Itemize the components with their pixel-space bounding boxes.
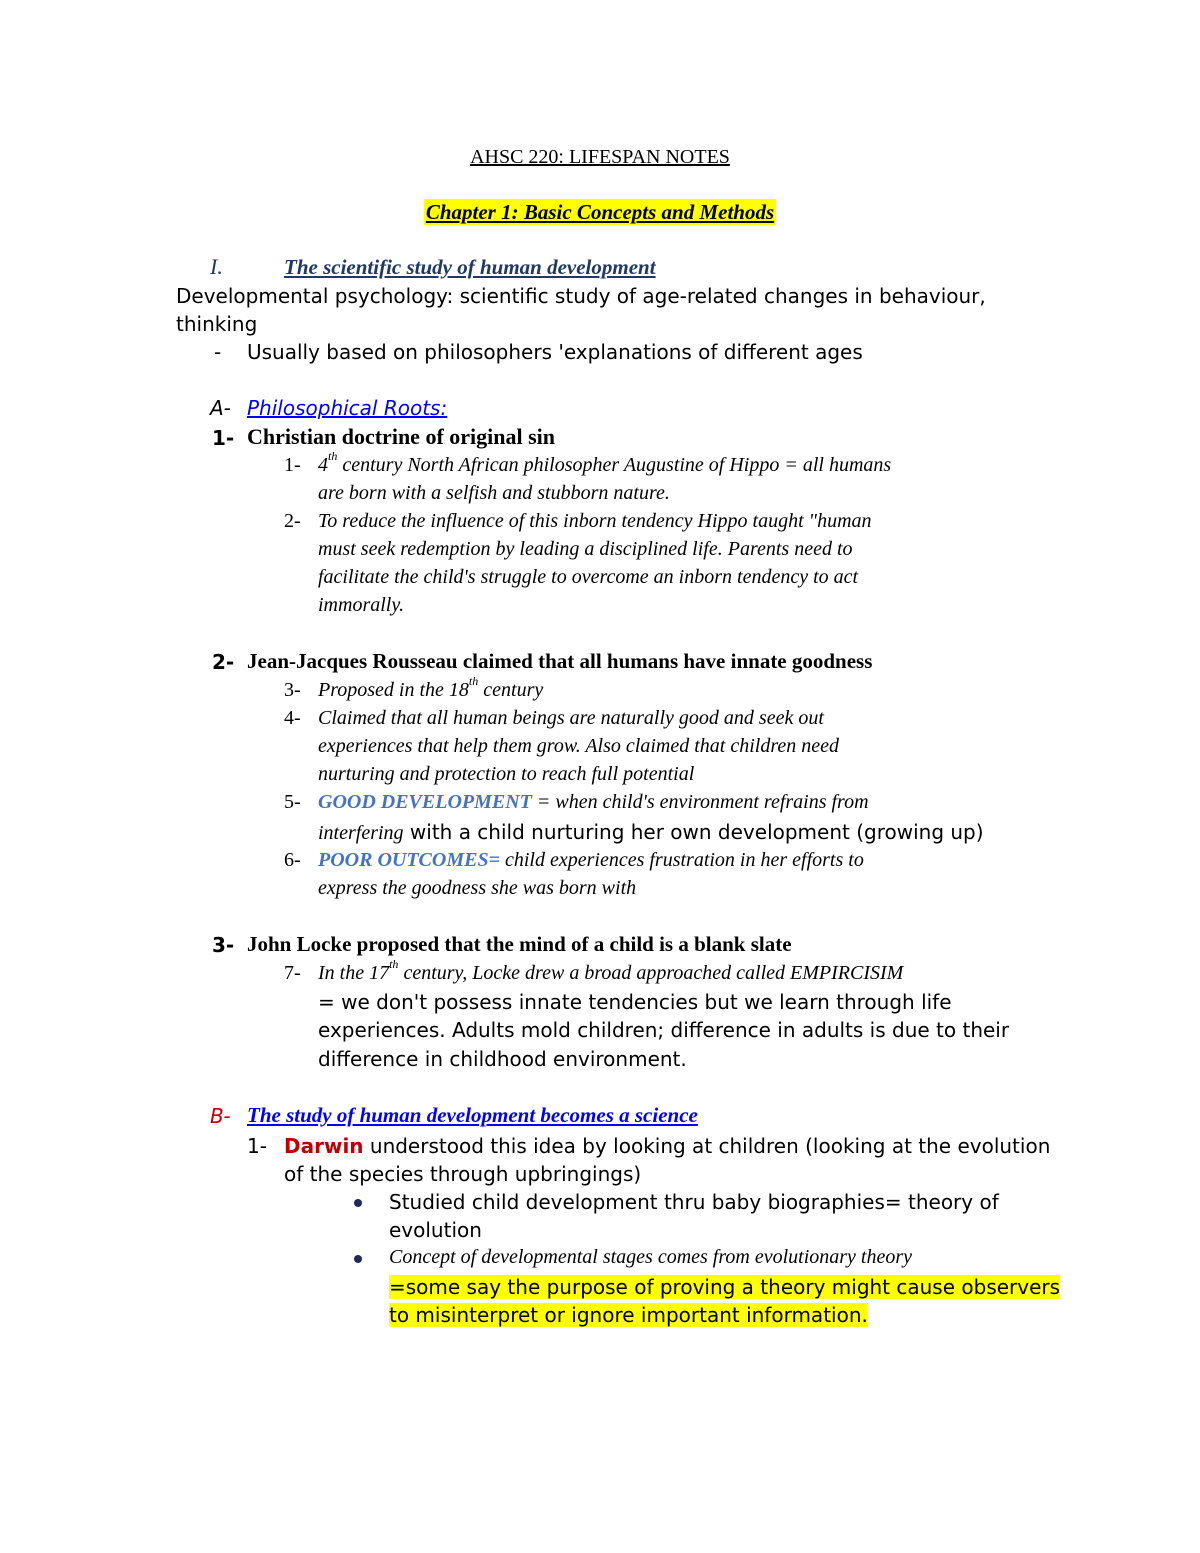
chapter-heading: Chapter 1: Basic Concepts and Methods: [425, 200, 775, 224]
root-2-item-6-num: 6-: [284, 849, 301, 871]
bullet-1-line-2: evolution: [389, 1218, 482, 1242]
root-1-item-1-line-2: are born with a selfish and stubborn nature.: [318, 482, 670, 504]
root-1-item-2-line-1: To reduce the influence of this inborn tendency Hippo taught "human: [318, 510, 872, 532]
root-1-item-2-line-2: must seek redemption by leading a disciplined life. Parents need to: [318, 538, 853, 560]
bullet-2-line-3: to misinterpret or ignore important information.: [389, 1303, 868, 1327]
root-1-item-2-line-3: facilitate the child's struggle to overcome an inborn tendency to act: [318, 566, 859, 588]
definition-line-1: Developmental psychology: scientific study of age-related changes in behaviour,: [176, 284, 986, 308]
root-3-number: 3-: [212, 933, 235, 957]
sub-b-label: B-: [210, 1104, 231, 1128]
dash-item: Usually based on philosophers 'explanations of different ages: [247, 340, 863, 364]
sub-b-heading: The study of human development becomes a science: [247, 1103, 698, 1127]
section-heading: The scientific study of human development: [284, 255, 656, 279]
sub-a-heading: Philosophical Roots:: [247, 396, 448, 420]
root-2-item-5-line-1: GOOD DEVELOPMENT = when child's environment refrains from: [318, 791, 869, 813]
root-1-heading: Christian doctrine of original sin: [247, 424, 556, 449]
root-2-item-3-text: Proposed in the 18th century: [318, 674, 544, 701]
sub-b-item-1-num: 1-: [247, 1134, 267, 1158]
root-2-item-6-line-1: POOR OUTCOMES= child experiences frustration in her efforts to: [318, 849, 864, 871]
root-2-item-4-num: 4-: [284, 707, 301, 729]
root-1-item-2-num: 2-: [284, 510, 301, 532]
root-3-item-7-line-4: difference in childhood environment.: [318, 1047, 687, 1071]
bullet-icon: [354, 1255, 362, 1263]
root-2-item-4-line-3: nurturing and protection to reach full potential: [318, 763, 695, 785]
root-2-item-6-line-2: express the goodness she was born with: [318, 877, 637, 899]
bullet-2-line-1: Concept of developmental stages comes from evolutionary theory: [389, 1246, 913, 1268]
root-2-number: 2-: [212, 650, 235, 674]
root-2-item-5-num: 5-: [284, 791, 301, 813]
root-1-number: 1-: [212, 426, 235, 450]
bullet-icon: [354, 1199, 362, 1207]
root-1-item-1-line-1: 4th century North African philosopher Augustine of Hippo = all humans: [318, 449, 892, 476]
root-3-item-7-line-1: In the 17th century, Locke drew a broad approached called EMPIRCISIM: [318, 957, 904, 984]
sub-b-item-1-line-1: Darwin understood this idea by looking at children (looking at the evolution: [284, 1134, 1051, 1158]
root-2-item-5-line-2: interfering with a child nurturing her own development (growing up): [318, 820, 984, 844]
poor-outcomes-term: POOR OUTCOMES=: [318, 849, 500, 871]
dash-marker: -: [214, 340, 222, 364]
root-2-item-4-line-1: Claimed that all human beings are naturally good and seek out: [318, 707, 824, 729]
root-3-item-7-line-3: experiences. Adults mold children; difference in adults is due to their: [318, 1018, 1010, 1042]
darwin-name: Darwin: [284, 1134, 364, 1158]
bullet-1-line-1: Studied child development thru baby biographies= theory of: [389, 1190, 999, 1214]
root-2-item-4-line-2: experiences that help them grow. Also claimed that children need: [318, 735, 839, 757]
root-2-heading: Jean-Jacques Rousseau claimed that all humans have innate goodness: [247, 649, 873, 673]
bullet-2-line-2: =some say the purpose of proving a theory might cause observers: [389, 1275, 1061, 1299]
section-numeral: I.: [210, 254, 223, 279]
document-title: AHSC 220: LIFESPAN NOTES: [470, 146, 730, 168]
good-development-term: GOOD DEVELOPMENT: [318, 791, 532, 813]
root-3-item-7-num: 7-: [284, 962, 301, 984]
root-2-item-3-num: 3-: [284, 679, 301, 701]
root-3-item-7-line-2: = we don't possess innate tendencies but we learn through life: [318, 990, 952, 1014]
root-1-item-2-line-4: immorally.: [318, 594, 405, 616]
root-1-item-1-num: 1-: [284, 454, 301, 476]
definition-line-2: thinking: [176, 312, 258, 336]
sub-a-label: A-: [210, 396, 231, 420]
sub-b-item-1-line-2: of the species through upbringings): [284, 1162, 642, 1186]
root-3-heading: John Locke proposed that the mind of a child is a blank slate: [247, 932, 792, 956]
